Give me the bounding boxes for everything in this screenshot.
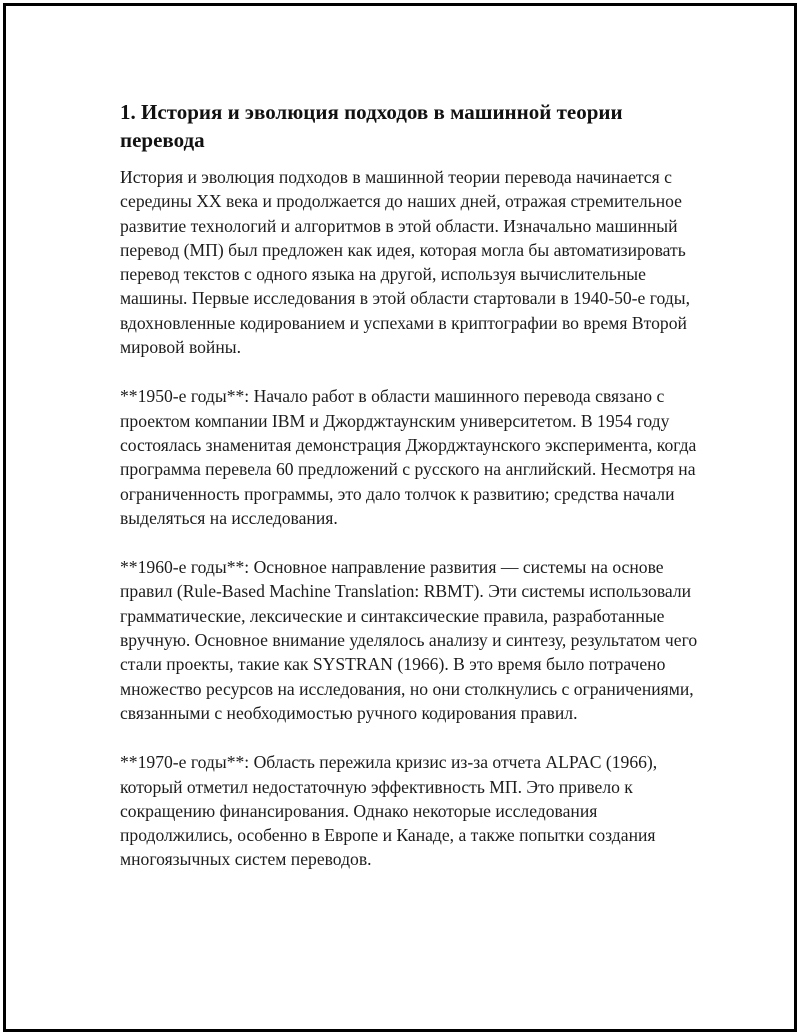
- section-title: 1. История и эволюция подходов в машинной теории перевода: [120, 100, 623, 152]
- paragraph-1970s: **1970-е годы**: Область пережила кризис из-за отчета ALPAC (1966), который отметил недостаточную эффективность МП. Это привело к сокращению финансирования. Однако некоторые исследования продолжились, особенно в Европе и Канаде, а также попытки создания многоязычных систем переводов.: [120, 752, 658, 870]
- paragraph-1950s: **1950-е годы**: Начало работ в области машинного перевода связано с проектом компании IBM и Джорджтаунским университетом. В 1954 году состоялась знаменитая демонстрация Джорджтаунского эксперимента, когда программа перевела 60 предложений с русского на английский. Несмотря на ограниченность программы, это дало толчок к развитию; средства начали выделяться на исследования.: [120, 386, 697, 528]
- page-frame: [3, 3, 797, 1032]
- document-content: [120, 98, 700, 897]
- paragraph-1960s: **1960-е годы**: Основное направление развития — системы на основе правил (Rule-Based Machine Translation: RBMT). Эти системы использовали грамматические, лексические и синтаксические правила, разработанные вручную. Основное внимание уделялось анализу и синтезу, результатом чего стали проекты, такие как SYSTRAN (1966). В это время было потрачено множество ресурсов на исследования, но они столкнулись с ограничениями, связанными с необходимостью ручного кодирования правил.: [120, 557, 698, 723]
- paragraph-intro: История и эволюция подходов в машинной теории перевода начинается с середины XX века и продолжается до наших дней, отражая стремительное развитие технологий и алгоритмов в этой области. Изначально машинный перевод (МП) был предложен как идея, которая могла бы автоматизировать перевод текстов с одного языка на другой, используя вычислительные машины. Первые исследования в этой области стартовали в 1940-50-е годы, вдохновленные кодированием и успехами в криптографии во время Второй мировой войны.: [120, 167, 690, 358]
